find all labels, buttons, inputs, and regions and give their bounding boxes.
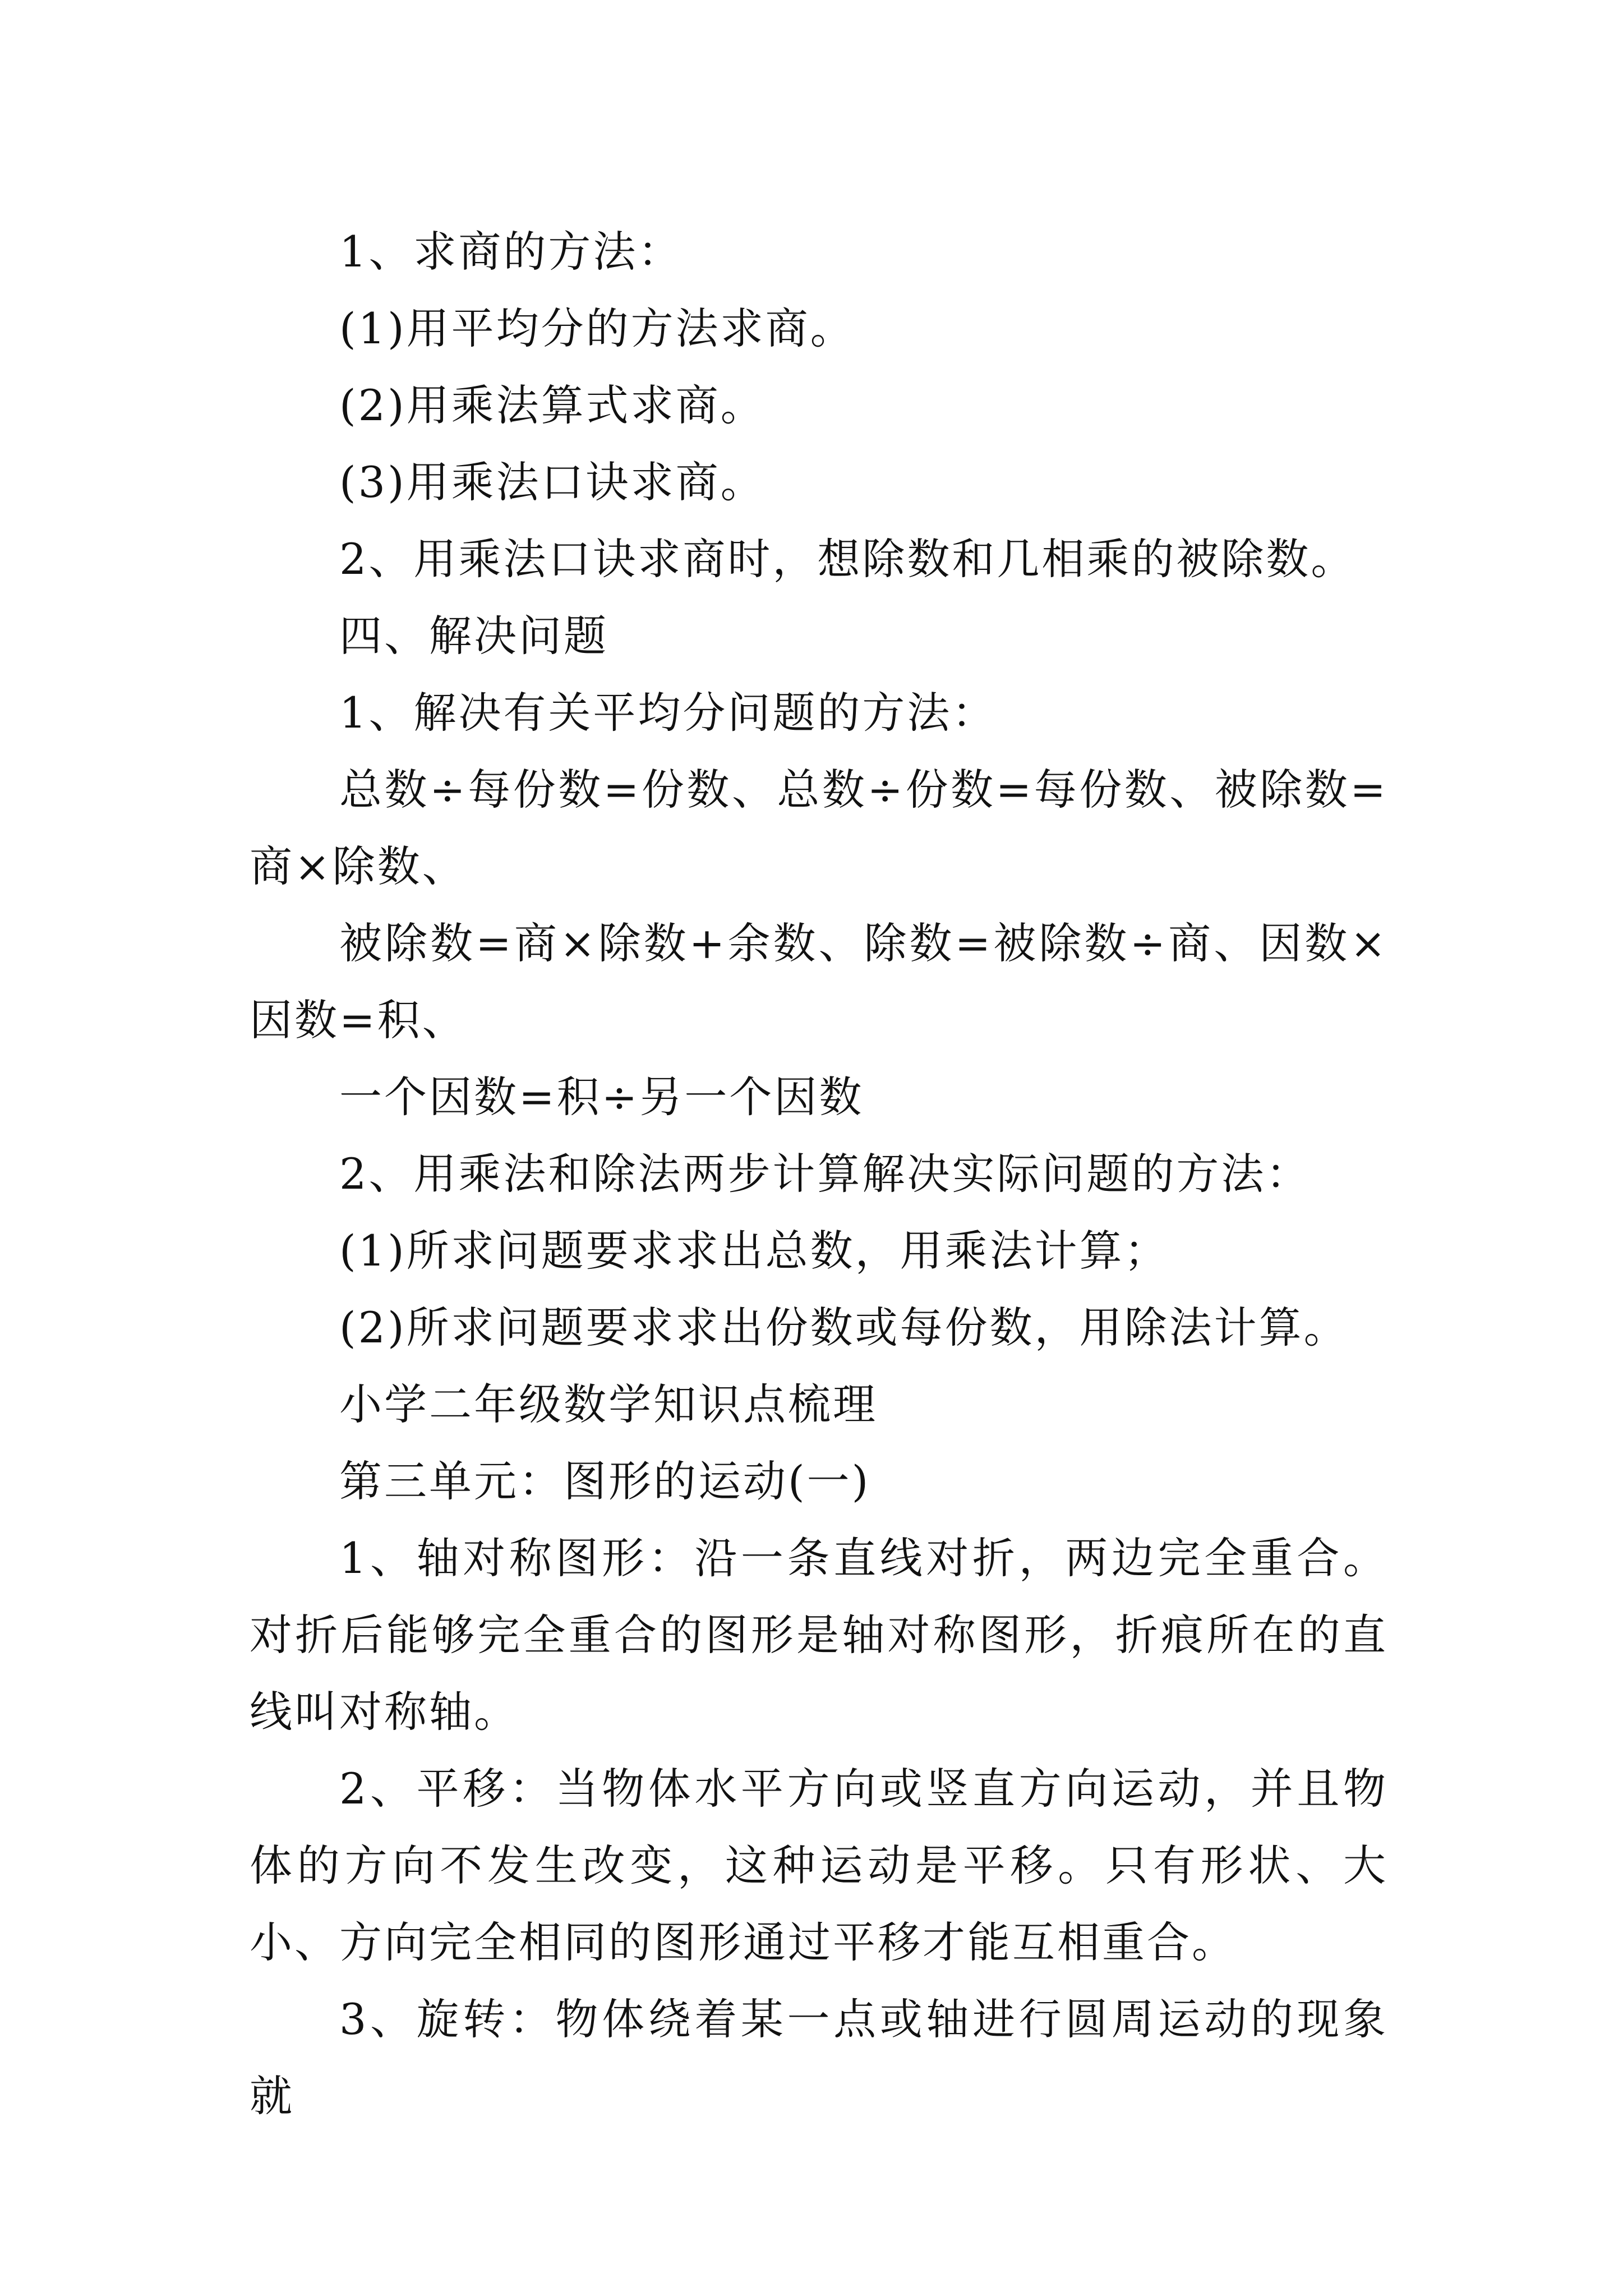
paragraph-17: 2、平移：当物体水平方向或竖直方向运动，并且物体的方向不发生改变，这种运动是平移。只有形状、大小、方向完全相同的图形通过平移才能互相重合。 <box>250 1764 1388 1967</box>
paragraph-9: 被除数=商×除数+余数、除数=被除数÷商、因数×因数=积、 <box>250 918 1388 1045</box>
paragraph-10: 一个因数=积÷另一个因数 <box>339 1072 864 1122</box>
paragraph-5: 2、用乘法口诀求商时，想除数和几相乘的被除数。 <box>339 534 1356 584</box>
paragraph-8: 总数÷每份数=份数、总数÷份数=每份数、被除数=商×除数、 <box>250 765 1388 891</box>
paragraph-2: (1)用平均分的方法求商。 <box>339 303 855 353</box>
document-body <box>250 213 1388 2134</box>
paragraph-4: (3)用乘法口诀求商。 <box>339 457 766 507</box>
paragraph-18: 3、旋转：物体绕着某一点或轴进行圆周运动的现象就 <box>250 1994 1388 2121</box>
paragraph-3: (2)用乘法算式求商。 <box>339 380 766 430</box>
paragraph-12: (1)所求问题要求求出总数，用乘法计算； <box>339 1226 1169 1276</box>
paragraph-7: 1、解决有关平均分问题的方法： <box>339 688 997 738</box>
document-subtitle: 小学二年级数学知识点梳理 <box>339 1379 878 1429</box>
unit-heading: 第三单元：图形的运动(一) <box>339 1456 871 1506</box>
paragraph-13: (2)所求问题要求求出份数或每份数，用除法计算。 <box>339 1303 1349 1352</box>
paragraph-11: 2、用乘法和除法两步计算解决实际问题的方法： <box>339 1149 1311 1199</box>
section-heading: 四、解决问题 <box>339 611 608 661</box>
paragraph-1: 1、求商的方法： <box>339 227 683 277</box>
paragraph-16: 1、轴对称图形：沿一条直线对折，两边完全重合。对折后能够完全重合的图形是轴对称图形，折痕所在的直线叫对称轴。 <box>250 1533 1388 1737</box>
